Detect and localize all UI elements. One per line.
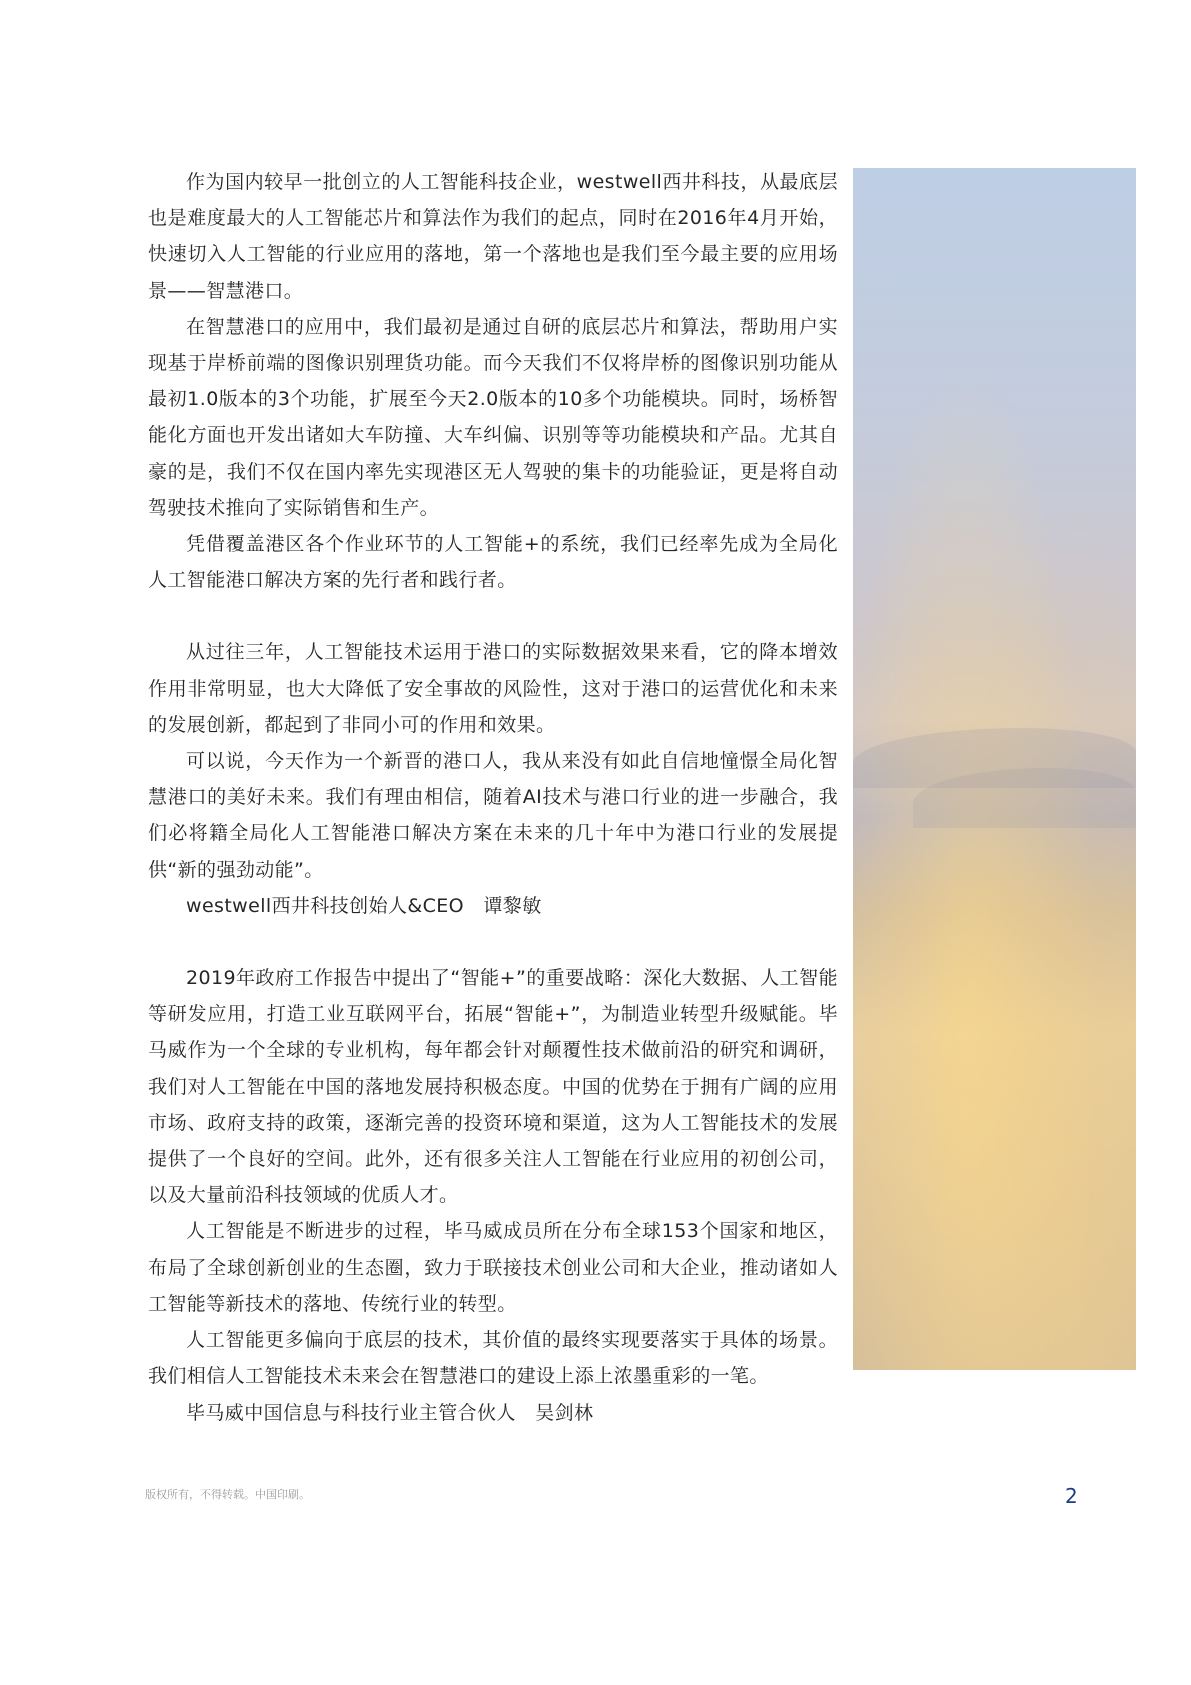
paragraph: 人工智能是不断进步的过程，毕马威成员所在分布全球153个国家和地区，布局了全球创新创业的生态圈，致力于联接技术创业公司和大企业，推动诸如人工智能等新技术的落地、传统行业的转型。 bbox=[148, 1220, 838, 1315]
article-body bbox=[148, 164, 838, 1431]
paragraph: 可以说，今天作为一个新晋的港口人，我从来没有如此自信地憧憬全局化智慧港口的美好未来。我们有理由相信，随着AI技术与港口行业的进一步融合，我们必将籍全局化人工智能港口解决方案在未来的几十年中为港口行业的发展提供“新的强劲动能”。 bbox=[148, 750, 838, 881]
paragraph: 从过往三年，人工智能技术运用于港口的实际数据效果来看，它的降本增效作用非常明显，也大大降低了安全事故的风险性，这对于港口的运营优化和未来的发展创新，都起到了非同小可的作用和效果。 bbox=[148, 641, 838, 736]
signature-kpmg-partner: 毕马威中国信息与科技行业主管合伙人 吴剑林 bbox=[186, 1401, 594, 1424]
paragraph: 2019年政府工作报告中提出了“智能+”的重要战略：深化大数据、人工智能等研发应用，打造工业互联网平台，拓展“智能+”，为制造业转型升级赋能。毕马威作为一个全球的专业机构，每年都会针对颠覆性技术做前沿的研究和调研，我们对人工智能在中国的落地发展持积极态度。中国的优势在于拥有广阔的应用市场、政府支持的政策，逐渐完善的投资环境和渠道，这为人工智能技术的发展提供了一个良好的空间。此外，还有很多关注人工智能在行业应用的初创公司，以及大量前沿科技领域的优质人才。 bbox=[148, 967, 838, 1207]
port-night-photo bbox=[853, 168, 1136, 1370]
signature-westwell-ceo: westwell西井科技创始人&CEO 谭黎敏 bbox=[186, 894, 542, 917]
paragraph: 在智慧港口的应用中，我们最初是通过自研的底层芯片和算法，帮助用户实现基于岸桥前端的图像识别理货功能。而今天我们不仅将岸桥的图像识别功能从最初1.0版本的3个功能，扩展至今天2.0版本的10多个功能模块。同时，场桥智能化方面也开发出诸如大车防撞、大车纠偏、识别等等功能模块和产品。尤其自豪的是，我们不仅在国内率先实现港区无人驾驶的集卡的功能验证，更是将自动驾驶技术推向了实际销售和生产。 bbox=[148, 315, 838, 519]
section-spacer bbox=[148, 598, 838, 634]
section-spacer bbox=[148, 924, 838, 960]
copyright-note: 版权所有，不得转载。中国印刷。 bbox=[145, 1488, 310, 1501]
page-number: 2 bbox=[1065, 1484, 1078, 1508]
paragraph: 凭借覆盖港区各个作业环节的人工智能+的系统，我们已经率先成为全局化人工智能港口解决方案的先行者和践行者。 bbox=[148, 533, 838, 592]
paragraph: 人工智能更多偏向于底层的技术，其价值的最终实现要落实于具体的场景。我们相信人工智能技术未来会在智慧港口的建设上添上浓墨重彩的一笔。 bbox=[148, 1329, 838, 1388]
paragraph: 作为国内较早一批创立的人工智能科技企业，westwell西井科技，从最底层也是难度最大的人工智能芯片和算法作为我们的起点，同时在2016年4月开始，快速切入人工智能的行业应用的落地，第一个落地也是我们至今最主要的应用场景——智慧港口。 bbox=[148, 171, 838, 302]
